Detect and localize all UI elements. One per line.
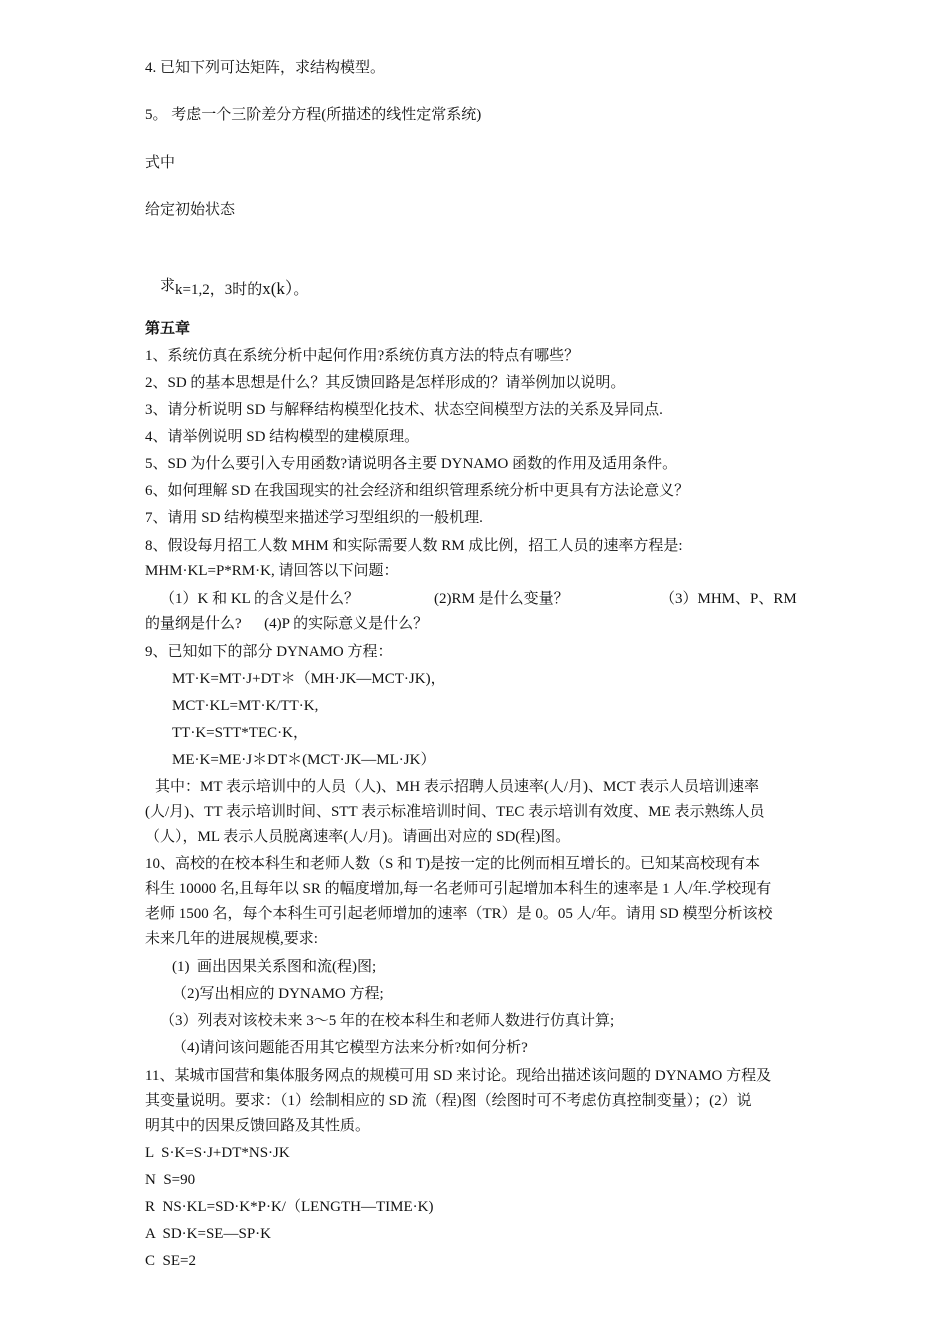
- ch5-question-10-line4: 未来几年的进展规模,要求:: [145, 931, 318, 947]
- dynamo-initial-equation: N S=90: [145, 1172, 196, 1188]
- ch5-question-8-line2: MHM·KL=P*RM·K, 请回答以下问题：: [145, 563, 399, 579]
- initial-state-label: 给定初始状态: [145, 202, 236, 218]
- dynamo-equation-mct: MCT·KL=MT·K/TT·K,: [172, 698, 319, 714]
- ch5-question-1: 1、系统仿真在系统分析中起何作用?系统仿真方法的特点有哪些？: [145, 348, 580, 364]
- find-shi: 时的: [232, 282, 263, 298]
- ch5-question-11-line3: 明其中的因果反馈回路及其性质。: [145, 1118, 371, 1134]
- dynamo-equation-mt: MT·K=MT·J+DT＊（MH·JK—MCT·JK)，: [172, 671, 446, 687]
- find-x-k-line: [145, 256, 308, 320]
- dynamo-level-equation: L S·K=S·J+DT*NS·JK: [145, 1145, 290, 1161]
- dynamo-auxiliary-equation: A SD·K=SE—SP·K: [145, 1226, 271, 1242]
- ch5-question-8-line4: 的量纲是什么? (4)P 的实际意义是什么？: [145, 616, 429, 632]
- ch5-question-8-part3: （3）MHM、P、RM: [660, 591, 797, 607]
- dynamo-constant-equation: C SE=2: [145, 1253, 196, 1269]
- ch5-question-4: 4、请举例说明 SD 结构模型的建模原理。: [145, 429, 420, 445]
- where-label: 式中: [145, 155, 176, 171]
- ch5-question-10-req3: （3）列表对该校未来 3～5 年的在校本科生和老师人数进行仿真计算;: [160, 1013, 615, 1029]
- ch5-question-8-part1: （1）K 和 KL 的含义是什么？: [160, 591, 360, 607]
- ch5-question-10-line3: 老师 1500 名，每个本科生可引起老师增加的速率（TR）是 0。05 人/年。请用 SD 模型分析该校: [145, 906, 773, 922]
- ch5-question-9: 9、已知如下的部分 DYNAMO 方程：: [145, 644, 393, 660]
- ch5-question-10-line2: 科生 10000 名,且每年以 SR 的幅度增加,每一名老师可引起增加本科生的速率是 1 人/年.学校现有: [145, 881, 772, 897]
- ch5-question-10-req1: (1) 画出因果关系图和流(程)图;: [172, 959, 377, 975]
- ch5-question-6: 6、如何理解 SD 在我国现实的社会经济和组织管理系统分析中更具有方法论意义？: [145, 483, 690, 499]
- ch5-question-10-req2: （2)写出相应的 DYNAMO 方程;: [172, 986, 384, 1002]
- ch5-question-7: 7、请用 SD 结构模型来描述学习型组织的一般机理.: [145, 510, 483, 526]
- ch5-question-9-note2: (人/月)、TT 表示培训时间、STT 表示标准培训时间、TEC 表示培训有效度、ME 表示熟练人员: [145, 804, 765, 820]
- ch5-question-11-line2: 其变量说明。要求：（1）绘制相应的 SD 流（程)图（绘图时可不考虑仿真控制变量）；(2）说: [145, 1093, 752, 1109]
- find-end: 。: [293, 282, 309, 298]
- chapter-5-title: 第五章: [145, 321, 191, 337]
- ch5-question-2: 2、SD 的基本思想是什么？其反馈回路是怎样形成的？请举例加以说明。: [145, 375, 626, 391]
- ch5-question-9-note3: （人），ML 表示人员脱离速率(人/月)。请画出对应的 SD(程)图。: [145, 829, 571, 845]
- ch5-question-3: 3、请分析说明 SD 与解释结构模型化技术、状态空间模型方法的关系及异同点.: [145, 402, 663, 418]
- find-k-values: k=1,2，3: [175, 282, 233, 298]
- ch5-question-11-line1: 11、某城市国营和集体服务网点的规模可用 SD 来讨论。现给出描述该问题的 DYNAMO 方程及: [145, 1068, 772, 1084]
- ch5-question-9-note1: 其中：MT 表示培训中的人员（人)、MH 表示招聘人员速率(人/月)、MCT 表示人员培训速率: [155, 779, 760, 795]
- dynamo-equation-tt: TT·K=STT*TEC·K，: [172, 725, 308, 741]
- ch5-question-8-line1: 8、假设每月招工人数 MHM 和实际需要人数 RM 成比例，招工人员的速率方程是:: [145, 538, 683, 554]
- find-prefix: 求: [160, 278, 176, 294]
- ch5-question-10-line1: 10、高校的在校本科生和老师人数（S 和 T)是按一定的比例而相互增长的。已知某高校现有本: [145, 856, 761, 872]
- ch5-question-10-req4: （4)请问该问题能否用其它模型方法来分析?如何分析?: [172, 1040, 528, 1056]
- find-x-k: x(k）: [262, 279, 294, 298]
- dynamo-equation-me: ME·K=ME·J＊DT＊(MCT·JK—ML·JK）: [172, 752, 436, 768]
- question-4-reachability: 4. 已知下列可达矩阵，求结构模型。: [145, 60, 386, 76]
- dynamo-rate-equation: R NS·KL=SD·K*P·K/（LENGTH—TIME·K): [145, 1199, 434, 1215]
- ch5-question-5: 5、SD 为什么要引入专用函数?请说明各主要 DYNAMO 函数的作用及适用条件。: [145, 456, 678, 472]
- question-5-difference-equation: 5。 考虑一个三阶差分方程(所描述的线性定常系统): [145, 107, 482, 123]
- ch5-question-8-part2: (2)RM 是什么变量？: [434, 591, 569, 607]
